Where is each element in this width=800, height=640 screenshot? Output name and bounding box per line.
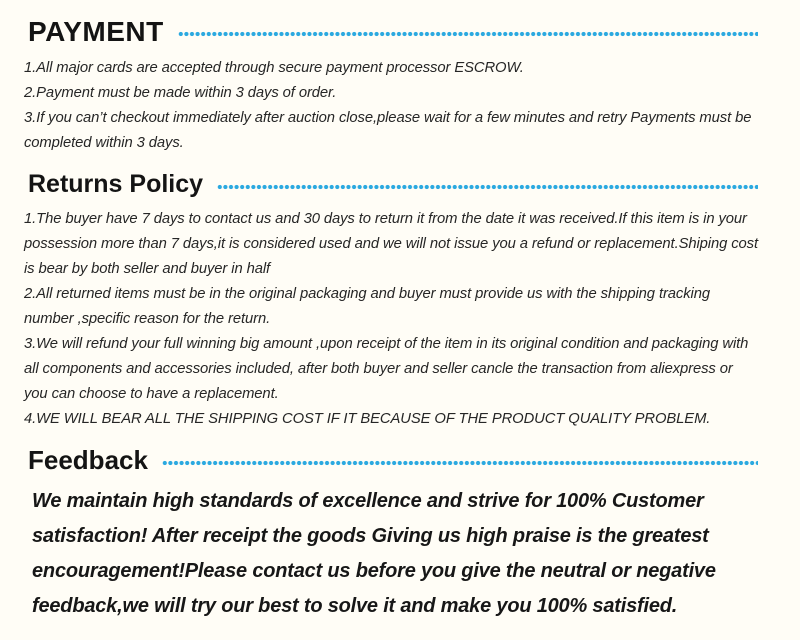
returns-item-4: 4.WE WILL BEAR ALL THE SHIPPING COST IF IT BECAUSE OF THE PRODUCT QUALITY PROBLEM. [24,410,711,427]
returns-policy-title: Returns Policy [28,170,204,199]
feedback-title: Feedback [28,444,148,475]
returns-item-3: 3.We will refund your full winning big amount ,upon receipt of the item in its original condition and packaging with all components and accessories included, after both buyer and seller cancle the transaction from aliexpress or you can choose to have a replacement. [24,335,749,402]
returns-item-2: 2.All returned items must be in the original packaging and buyer must provide us with the shipping tracking number ,specific reason for the return. [24,285,710,327]
feedback-header [28,446,758,476]
payment-item-2: 2.Payment must be made within 3 days of order. [24,85,337,102]
payment-item-3: 3.If you can’t checkout immediately after auction close,please wait for a few minutes and retry Payments must be completed within 3 days. [24,110,752,152]
dotted-leader-line [178,31,758,37]
returns-item-1: 1.The buyer have 7 days to contact us and 30 days to return it from the date it was received.If this item is in your possession more than 7 days,it is considered used and we will not issue you a refund or replacement.Shiping cost is bear by both seller and buyer in half [24,210,758,277]
payment-title: PAYMENT [28,16,164,47]
dotted-leader-line [162,460,758,466]
payment-item-1: 1.All major cards are accepted through secure payment processor ESCROW. [24,60,524,77]
feedback-paragraph: We maintain high standards of excellence and strive for 100% Customer satisfaction! After receipt the goods Giving us high praise is the greatest encouragement!Please contact us before you give the neutral or negative feedback,we will try our best to solve it and make you 100% satisfied. [32,489,716,617]
payment-section [24,16,758,156]
returns-policy-header [28,170,758,199]
payment-header [28,16,758,48]
dotted-leader-line [217,184,758,190]
returns-policy-section [24,170,758,432]
feedback-section [24,446,758,624]
